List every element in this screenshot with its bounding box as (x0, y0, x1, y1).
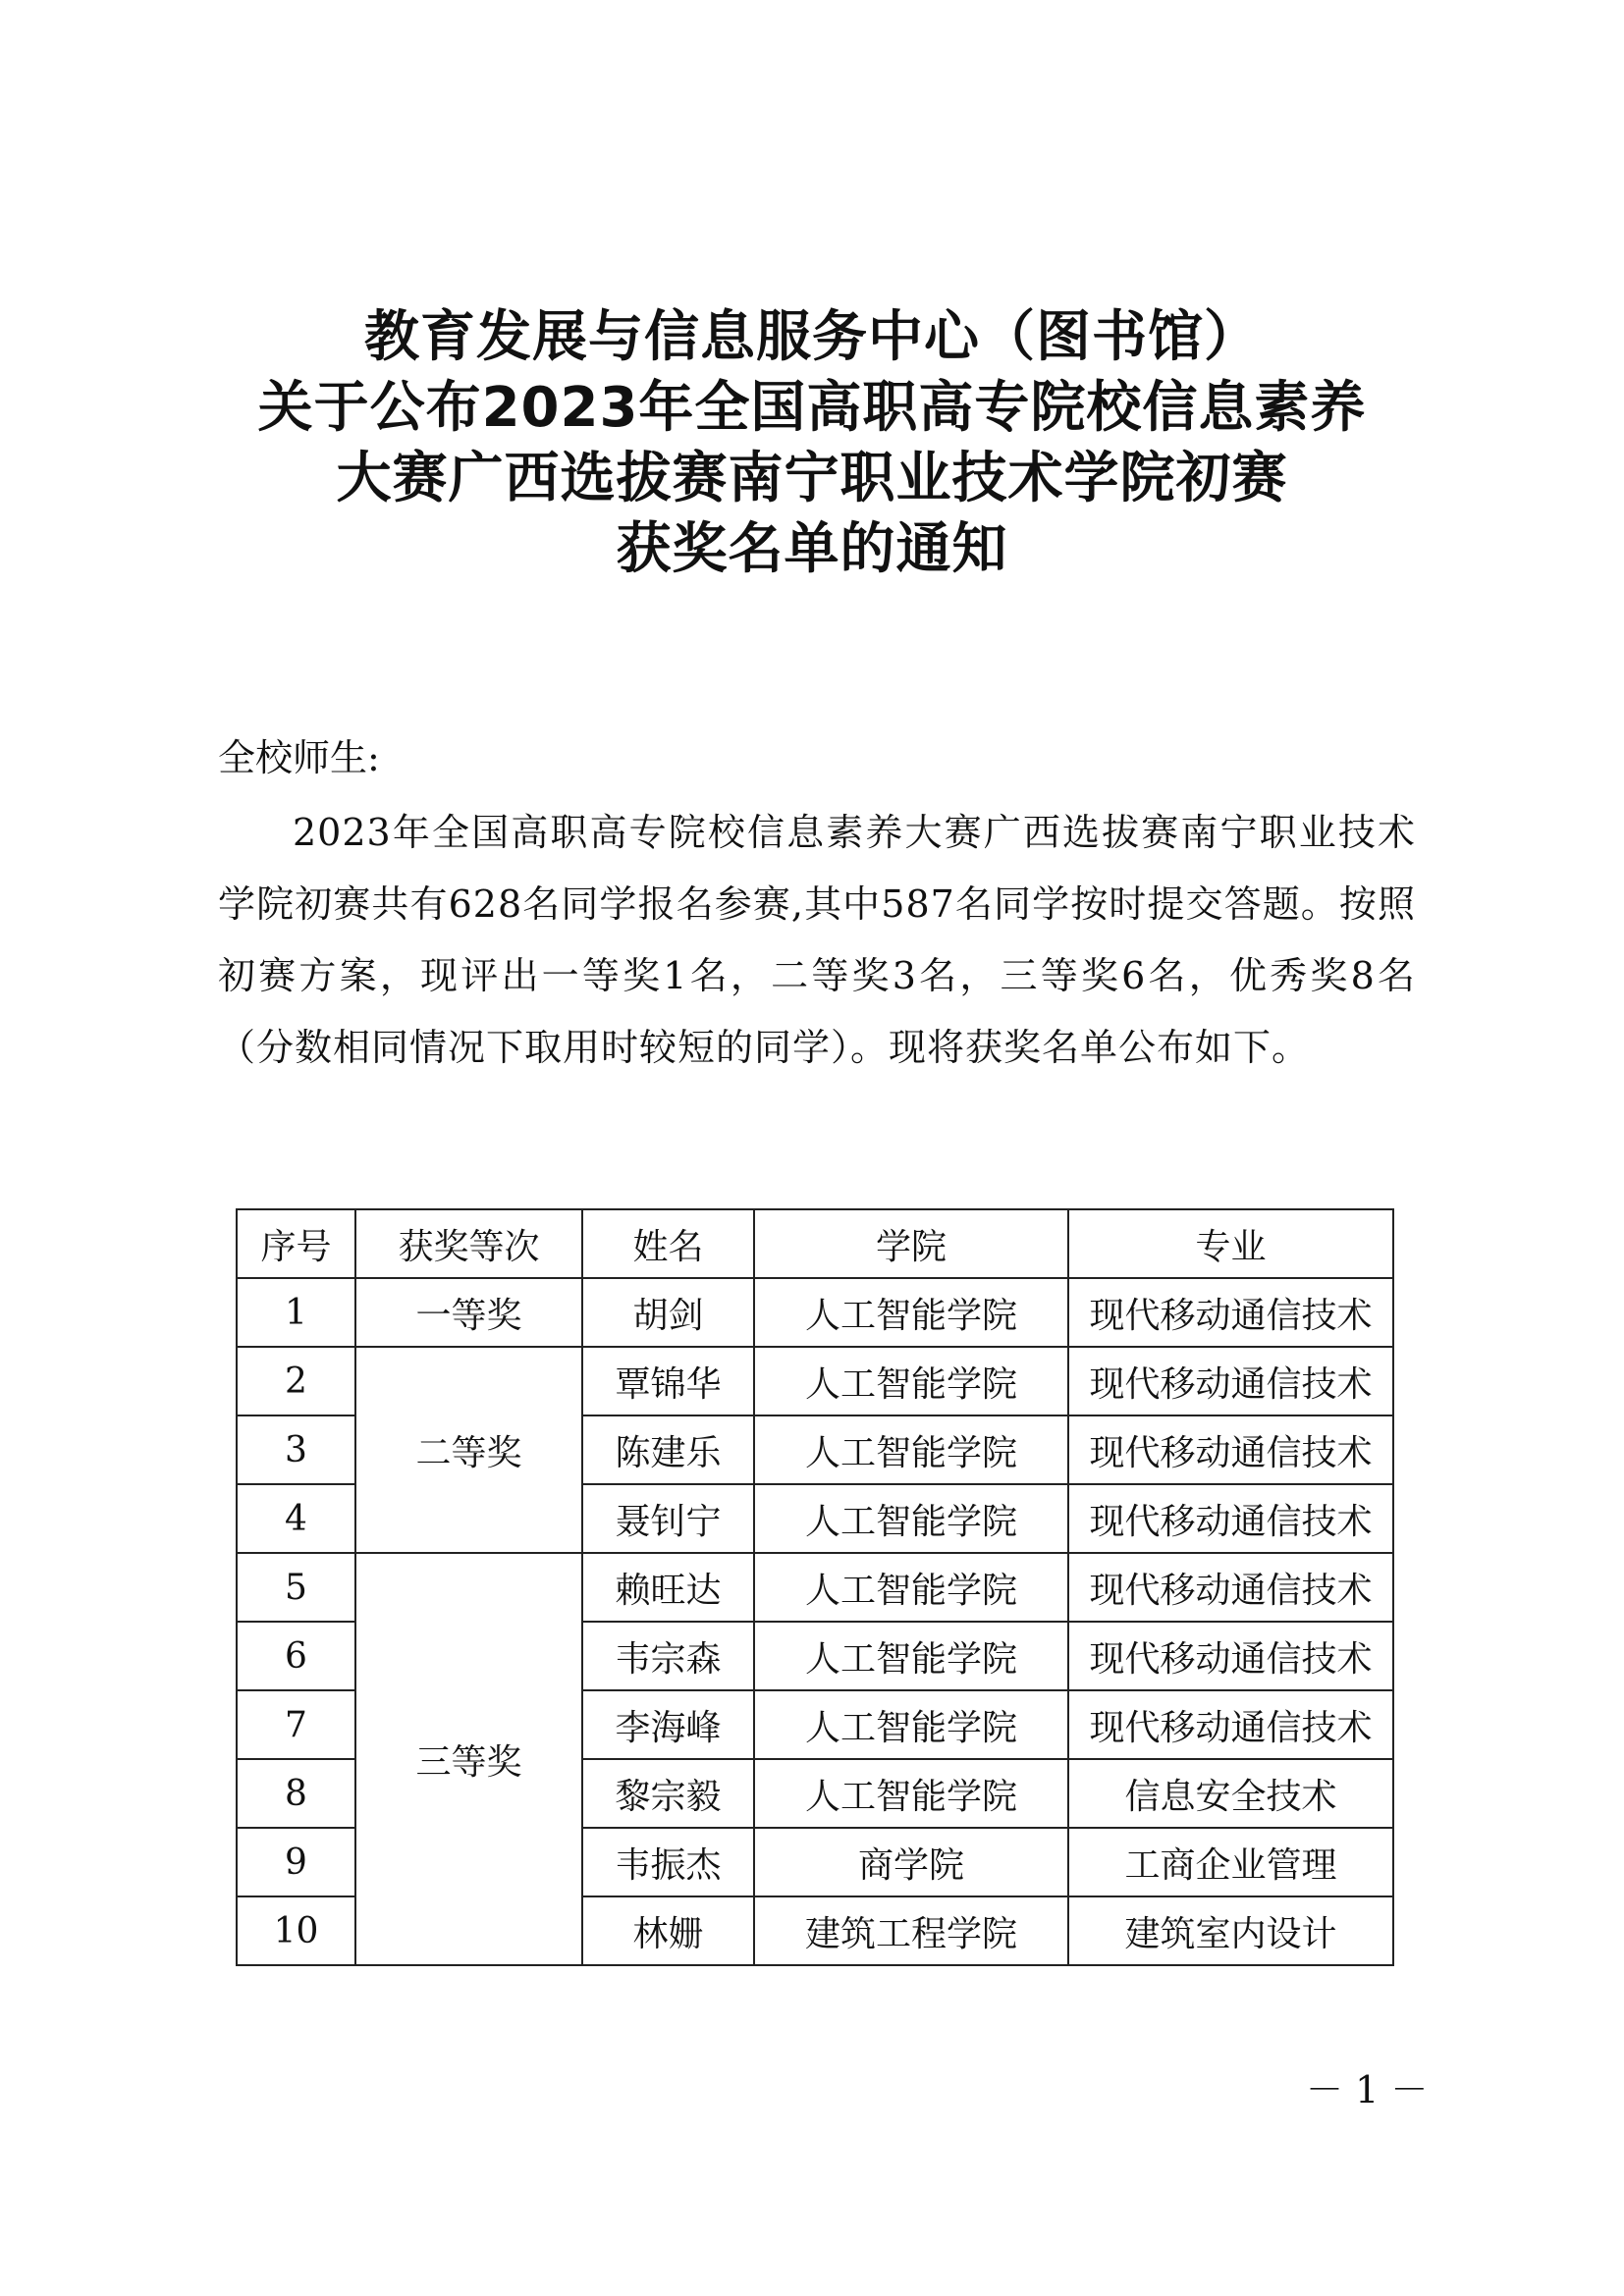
title-line-1: 教育发展与信息服务中心（图书馆） (364, 305, 1260, 369)
student-college: 商学院 (754, 1828, 1068, 1896)
student-college: 人工智能学院 (754, 1622, 1068, 1690)
table-row (237, 1278, 1393, 1347)
student-major: 现代移动通信技术 (1068, 1553, 1393, 1622)
student-major: 现代移动通信技术 (1068, 1484, 1393, 1553)
student-college: 人工智能学院 (754, 1484, 1068, 1553)
student-name: 胡剑 (582, 1278, 754, 1347)
student-name: 赖旺达 (582, 1553, 754, 1622)
student-college: 人工智能学院 (754, 1278, 1068, 1347)
table-row (237, 1347, 1393, 1415)
table-header-row (237, 1209, 1393, 1278)
header-award-level: 获奖等次 (355, 1209, 582, 1278)
award-first-cell: 一等奖 (355, 1278, 582, 1347)
row-number: 1 (237, 1278, 355, 1347)
row-number: 3 (237, 1415, 355, 1484)
student-major: 信息安全技术 (1068, 1759, 1393, 1828)
student-college: 人工智能学院 (754, 1415, 1068, 1484)
row-number: 2 (237, 1347, 355, 1415)
award-table (236, 1208, 1394, 1966)
page-number: － 1 － (1306, 2068, 1429, 2111)
student-major: 现代移动通信技术 (1068, 1347, 1393, 1415)
award-second-cell: 二等奖 (355, 1347, 582, 1553)
row-number: 6 (237, 1622, 355, 1690)
header-major: 专业 (1068, 1209, 1393, 1278)
row-number: 5 (237, 1553, 355, 1622)
student-major: 现代移动通信技术 (1068, 1278, 1393, 1347)
student-college: 建筑工程学院 (754, 1896, 1068, 1965)
student-name: 陈建乐 (582, 1415, 754, 1484)
student-name: 韦宗森 (582, 1622, 754, 1690)
header-number: 序号 (237, 1209, 355, 1278)
row-number: 10 (237, 1896, 355, 1965)
student-major: 建筑室内设计 (1068, 1896, 1393, 1965)
student-name: 李海峰 (582, 1690, 754, 1759)
row-number: 4 (237, 1484, 355, 1553)
document-title (0, 302, 1624, 585)
body-paragraph: 2023年全国高职高专院校信息素养大赛广西选拔赛南宁职业技术学院初赛共有628名同学报名参赛,其中587名同学按时提交答题。按照初赛方案，现评出一等奖1名，二等奖3名，三等奖6名，优秀奖8名（分数相同情况下取用时较短的同学）。现将获奖名单公布如下。 (218, 811, 1416, 1069)
student-college: 人工智能学院 (754, 1553, 1068, 1622)
student-major: 现代移动通信技术 (1068, 1622, 1393, 1690)
row-number: 7 (237, 1690, 355, 1759)
student-major: 现代移动通信技术 (1068, 1415, 1393, 1484)
row-number: 8 (237, 1759, 355, 1828)
table-row (237, 1553, 1393, 1622)
student-college: 人工智能学院 (754, 1347, 1068, 1415)
student-college: 人工智能学院 (754, 1690, 1068, 1759)
award-third-cell: 三等奖 (355, 1553, 582, 1965)
title-line-3: 大赛广西选拔赛南宁职业技术学院初赛 (336, 447, 1288, 510)
student-name: 黎宗毅 (582, 1759, 754, 1828)
student-college: 人工智能学院 (754, 1759, 1068, 1828)
title-line-2: 关于公布2023年全国高职高专院校信息素养 (257, 376, 1367, 440)
student-name: 韦振杰 (582, 1828, 754, 1896)
header-name: 姓名 (582, 1209, 754, 1278)
title-line-4: 获奖名单的通知 (616, 517, 1008, 581)
student-name: 覃锦华 (582, 1347, 754, 1415)
header-college: 学院 (754, 1209, 1068, 1278)
student-major: 工商企业管理 (1068, 1828, 1393, 1896)
salutation: 全校师生: (218, 736, 380, 779)
student-name: 林姗 (582, 1896, 754, 1965)
row-number: 9 (237, 1828, 355, 1896)
student-name: 聂钊宁 (582, 1484, 754, 1553)
student-major: 现代移动通信技术 (1068, 1690, 1393, 1759)
